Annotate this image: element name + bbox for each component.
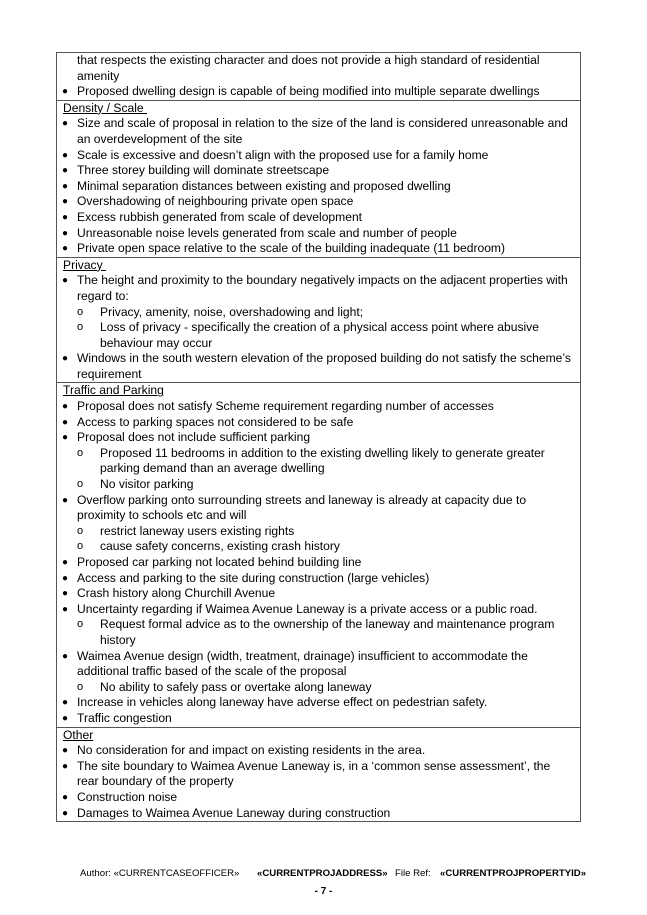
bullet-icon: ● [62, 494, 69, 506]
bullet-icon: ● [62, 227, 69, 239]
list-item [57, 602, 580, 649]
bullet-icon: ● [62, 196, 69, 208]
list-item [57, 241, 580, 257]
sub-list-item [77, 477, 572, 493]
list-item-text: Excess rubbish generated from scale of development [77, 209, 363, 224]
bullet-icon: ● [62, 807, 69, 819]
list-item-text: Proposed car parking not located behind building line [77, 555, 362, 569]
bullet-list [57, 116, 580, 256]
list-item [57, 743, 580, 759]
bullet-icon: ● [62, 416, 69, 428]
list-item-text: Scale is excessive and doesn’t align with the proposed use for a family home [77, 147, 489, 162]
bullet-icon: ● [62, 432, 69, 444]
sub-list-item-text: Loss of privacy - specifically the creation of a physical access point where abusive behaviour may occur [100, 320, 539, 350]
list-item-text: Windows in the south western elevation of the proposed building do not satisfy the scheme’s requirement [77, 351, 571, 381]
list-item [57, 759, 580, 790]
section-heading: Traffic and Parking [63, 383, 164, 398]
sub-list-item [77, 617, 572, 648]
bullet-icon: ● [62, 650, 69, 662]
list-item [57, 415, 580, 431]
footer-address: «CURRENTPROJADDRESS» [257, 868, 388, 879]
section-heading: Other [63, 727, 94, 742]
list-item [57, 806, 580, 822]
bullet-icon: ● [62, 745, 69, 757]
bullet-list [57, 743, 580, 821]
list-item-text: No consideration for and impact on existing residents in the area. [77, 743, 426, 758]
sub-bullet-icon: o [77, 321, 84, 334]
sub-list-item [77, 524, 572, 540]
list-item [57, 711, 580, 727]
bullet-list [57, 53, 580, 100]
list-item-text: Construction noise [77, 789, 178, 804]
list-item [57, 163, 580, 179]
sub-list-item-text: restrict laneway users existing rights [100, 523, 295, 538]
list-item-text: Proposal does not include sufficient parking [77, 430, 311, 445]
list-item [57, 273, 580, 351]
list-item-text: The site boundary to Waimea Avenue Laneway is, in a ‘common sense assessment’, the rear boundary of the property [77, 758, 551, 789]
list-item-text: Overshadowing of neighbouring private open space [77, 194, 354, 209]
list-item [57, 571, 580, 587]
list-item [57, 179, 580, 195]
sub-list-item-text: No visitor parking [100, 477, 194, 492]
bullet-icon: ● [62, 118, 69, 130]
sub-bullet-icon: o [77, 446, 84, 459]
bullet-icon: ● [62, 588, 69, 600]
list-item [57, 210, 580, 226]
bullet-icon: ● [62, 211, 69, 223]
list-item [57, 351, 580, 382]
sub-list [77, 680, 572, 696]
bullet-icon: ● [62, 791, 69, 803]
list-item [57, 790, 580, 806]
footer-ref-value: «CURRENTPROJPROPERTYID» [440, 868, 587, 879]
footer-ref-label: File Ref: [395, 868, 431, 879]
bullet-icon: ● [62, 572, 69, 584]
list-item-text: Uncertainty regarding if Waimea Avenue Laneway is a private access or a public road. [77, 601, 538, 616]
sub-bullet-icon: o [77, 478, 84, 491]
table-section [57, 383, 580, 727]
bullet-icon: ● [62, 353, 69, 365]
sub-bullet-icon: o [77, 618, 84, 631]
table-section [57, 728, 580, 823]
sub-list-item [77, 446, 572, 477]
bullet-list [57, 273, 580, 382]
list-item-text: Access and parking to the site during construction (large vehicles) [77, 570, 430, 585]
list-item [57, 555, 580, 571]
bullet-icon: ● [62, 401, 69, 413]
bullet-icon: ● [62, 557, 69, 568]
list-item-text: Traffic congestion [77, 710, 172, 725]
sub-bullet-icon: o [77, 540, 84, 553]
list-item [57, 649, 580, 696]
list-item-text: Proposal does not satisfy Scheme requirement regarding number of accesses [77, 399, 494, 414]
bullet-icon: ● [62, 275, 69, 287]
sub-list-item-text: Proposed 11 bedrooms in addition to the existing dwelling likely to generate greater parking demand than an average dwelling [100, 445, 545, 476]
list-item-text: The height and proximity to the boundary negatively impacts on the adjacent properties with regard to: [77, 273, 568, 303]
sub-list-item-text: Request formal advice as to the ownership of the laneway and maintenance program history [100, 617, 555, 647]
sub-bullet-icon: o [77, 524, 84, 537]
page-number: - 7 - [314, 886, 333, 897]
list-item-text: Increase in vehicles along laneway have adverse effect on pedestrian safety. [77, 695, 488, 710]
list-item-text: Damages to Waimea Avenue Laneway during construction [77, 805, 391, 820]
section-heading: Privacy [63, 257, 107, 272]
bullet-icon: ● [62, 760, 69, 772]
list-item [57, 53, 580, 84]
list-item [57, 194, 580, 210]
bullet-icon: ● [62, 712, 69, 724]
sub-list [77, 524, 572, 555]
bullet-icon: ● [62, 180, 69, 192]
list-item [57, 586, 580, 602]
list-item-text: Proposed dwelling design is capable of being modified into multiple separate dwellings [77, 84, 540, 99]
sub-list-item [77, 680, 572, 696]
list-item-text: Size and scale of proposal in relation to the size of the land is considered unreasonable and an overdevelopment of the site [77, 116, 568, 146]
list-item [57, 493, 580, 555]
bullet-icon: ● [62, 86, 69, 98]
sub-list-item-text: Privacy, amenity, noise, overshadowing and light; [100, 304, 364, 319]
sub-list [77, 617, 572, 648]
bullet-icon: ● [62, 603, 69, 615]
sub-list-item [77, 539, 572, 555]
sub-list-item-text: No ability to safely pass or overtake along laneway [100, 679, 372, 694]
list-item [57, 430, 580, 492]
list-item-text: Waimea Avenue design (width, treatment, drainage) insufficient to accommodate the additional traffic based of the scale of the proposal [77, 648, 528, 679]
sub-bullet-icon: o [77, 305, 84, 318]
bullet-icon: ● [62, 149, 69, 161]
bullet-icon: ● [62, 697, 69, 709]
list-item [57, 84, 580, 100]
table-section [57, 101, 580, 258]
sub-list [77, 305, 572, 352]
list-item-text: Overflow parking onto surrounding streets and laneway is already at capacity due to proximity to schools etc and will [77, 492, 527, 523]
list-item [57, 116, 580, 147]
table-section [57, 53, 580, 101]
sub-list-item-text: cause safety concerns, existing crash history [100, 539, 340, 554]
sub-list-item [77, 305, 572, 321]
list-item-text: Crash history along Churchill Avenue [77, 586, 276, 601]
sub-list-item [77, 320, 572, 351]
list-item-text: Unreasonable noise levels generated from scale and number of people [77, 225, 457, 240]
table-section [57, 258, 580, 384]
list-item-text: Minimal separation distances between existing and proposed dwelling [77, 178, 451, 193]
section-heading: Density / Scale [63, 100, 148, 115]
sub-list [77, 446, 572, 493]
list-item-text: Private open space relative to the scale of the building inadequate (11 bedroom) [77, 241, 506, 256]
list-item-text: Access to parking spaces not considered to be safe [77, 414, 354, 429]
list-item [57, 226, 580, 242]
list-item-text: Three storey building will dominate streetscape [77, 163, 330, 178]
list-item [57, 148, 580, 164]
bullet-list [57, 399, 580, 726]
bullet-icon: ● [62, 243, 69, 255]
bullet-icon: ● [62, 165, 69, 177]
list-item [57, 399, 580, 415]
list-item [57, 695, 580, 711]
sub-bullet-icon: o [77, 680, 84, 693]
list-item-text: that respects the existing character and does not provide a high standard of residential amenity [77, 53, 540, 83]
footer-author: Author: «CURRENTCASEOFFICER» [80, 868, 240, 879]
objections-table [56, 52, 581, 822]
